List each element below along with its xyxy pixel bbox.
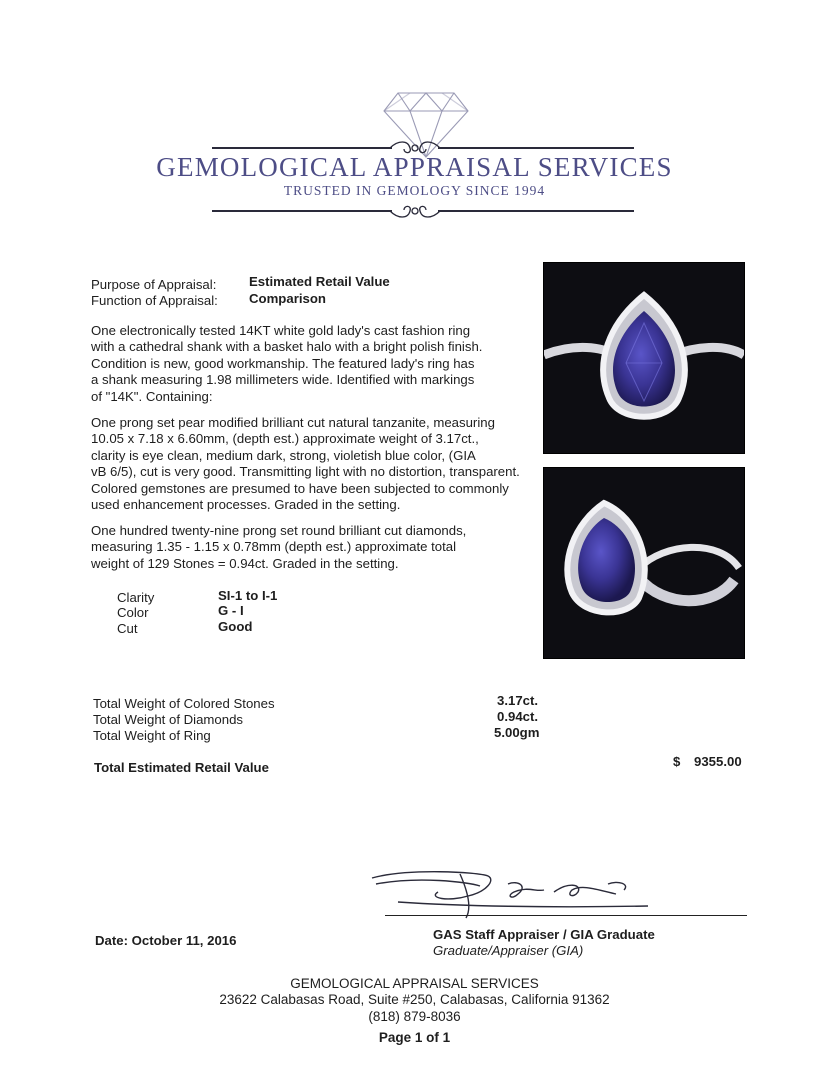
total-colored-stones-label: Total Weight of Colored Stones [93, 696, 275, 711]
ring-front-image [544, 263, 744, 453]
purpose-value: Estimated Retail Value [249, 274, 390, 289]
appraisal-date: Date: October 11, 2016 [95, 933, 237, 948]
appraiser-title: GAS Staff Appraiser / GIA Graduate [433, 927, 655, 942]
tanzanite-line: clarity is eye clean, medium dark, strong, violetish blue color, (GIA [91, 447, 476, 463]
diamond-line: One hundred twenty-nine prong set round brilliant cut diamonds, [91, 523, 467, 538]
grade-value-color: G - I [218, 603, 244, 618]
footer-company: GEMOLOGICAL APPRAISAL SERVICES [290, 976, 539, 991]
tanzanite-line: vB 6/5), cut is very good. Transmitting light with no distortion, transparent. [91, 464, 520, 480]
ring-photo-front [543, 262, 745, 454]
total-ring-label: Total Weight of Ring [93, 728, 211, 743]
total-diamonds-value: 0.94ct. [497, 709, 539, 724]
header-top-rule-right [438, 147, 634, 149]
company-name: GEMOLOGICAL APPRAISAL SERVICES [156, 152, 673, 182]
total-colored-stones-value: 3.17ct. [497, 693, 539, 708]
header-bottom-rule-right [438, 210, 634, 212]
tanzanite-line: Colored gemstones are presumed to have been subjected to commonly [91, 480, 509, 496]
total-ring-value: 5.00gm [494, 725, 540, 740]
total-estimated-value-label: Total Estimated Retail Value [94, 760, 269, 775]
grade-label-cut: Cut [117, 621, 138, 636]
header-top-rule-left [212, 147, 392, 149]
currency-symbol: $ [673, 754, 681, 769]
ring-line: a shank measuring 1.98 millimeters wide. Identified with markings [91, 372, 475, 388]
ring-photo-angle [543, 467, 745, 659]
footer-phone: (818) 879-8036 [368, 1009, 461, 1024]
tanzanite-line: used enhancement processes. Graded in the setting. [91, 497, 401, 513]
header-bottom-rule-left [212, 210, 392, 212]
diamond-description [91, 523, 541, 572]
function-value: Comparison [249, 291, 326, 306]
function-label: Function of Appraisal: [91, 293, 218, 308]
tanzanite-line: One prong set pear modified brilliant cut natural tanzanite, measuring [91, 415, 495, 430]
diamond-line: measuring 1.35 - 1.15 x 0.78mm (depth est.) approximate total [91, 539, 457, 555]
page-number: Page 1 of 1 [378, 1030, 451, 1045]
ring-line: One electronically tested 14KT white gold lady's cast fashion ring [91, 323, 471, 338]
company-tagline: TRUSTED IN GEMOLOGY SINCE 1994 [283, 183, 546, 198]
ring-angle-image [544, 468, 744, 658]
footer-address: 23622 Calabasas Road, Suite #250, Calabasas, California 91362 [219, 992, 610, 1007]
flourish-bottom-icon [388, 201, 442, 221]
grade-value-clarity: SI-1 to I-1 [218, 588, 278, 603]
grade-value-cut: Good [218, 619, 253, 634]
ring-description [91, 323, 541, 405]
signature-mark [368, 862, 668, 922]
total-diamonds-label: Total Weight of Diamonds [93, 712, 244, 727]
tanzanite-description [91, 415, 541, 513]
ring-line: Condition is new, good workmanship. The featured lady's ring has [91, 355, 475, 371]
grade-label-color: Color [117, 605, 149, 620]
purpose-label: Purpose of Appraisal: [91, 277, 217, 292]
estimated-value-amount: 9355.00 [694, 754, 742, 769]
tanzanite-line: 10.05 x 7.18 x 6.60mm, (depth est.) approximate weight of 3.17ct., [91, 431, 479, 447]
appraiser-subtitle: Graduate/Appraiser (GIA) [433, 943, 584, 958]
ring-line: with a cathedral shank with a basket halo with a bright polish finish. [91, 339, 483, 355]
signature-line [385, 915, 747, 916]
diamond-line: weight of 129 Stones = 0.94ct. Graded in the setting. [91, 555, 399, 571]
ring-line: of "14K". Containing: [91, 388, 213, 404]
grade-label-clarity: Clarity [117, 590, 155, 605]
